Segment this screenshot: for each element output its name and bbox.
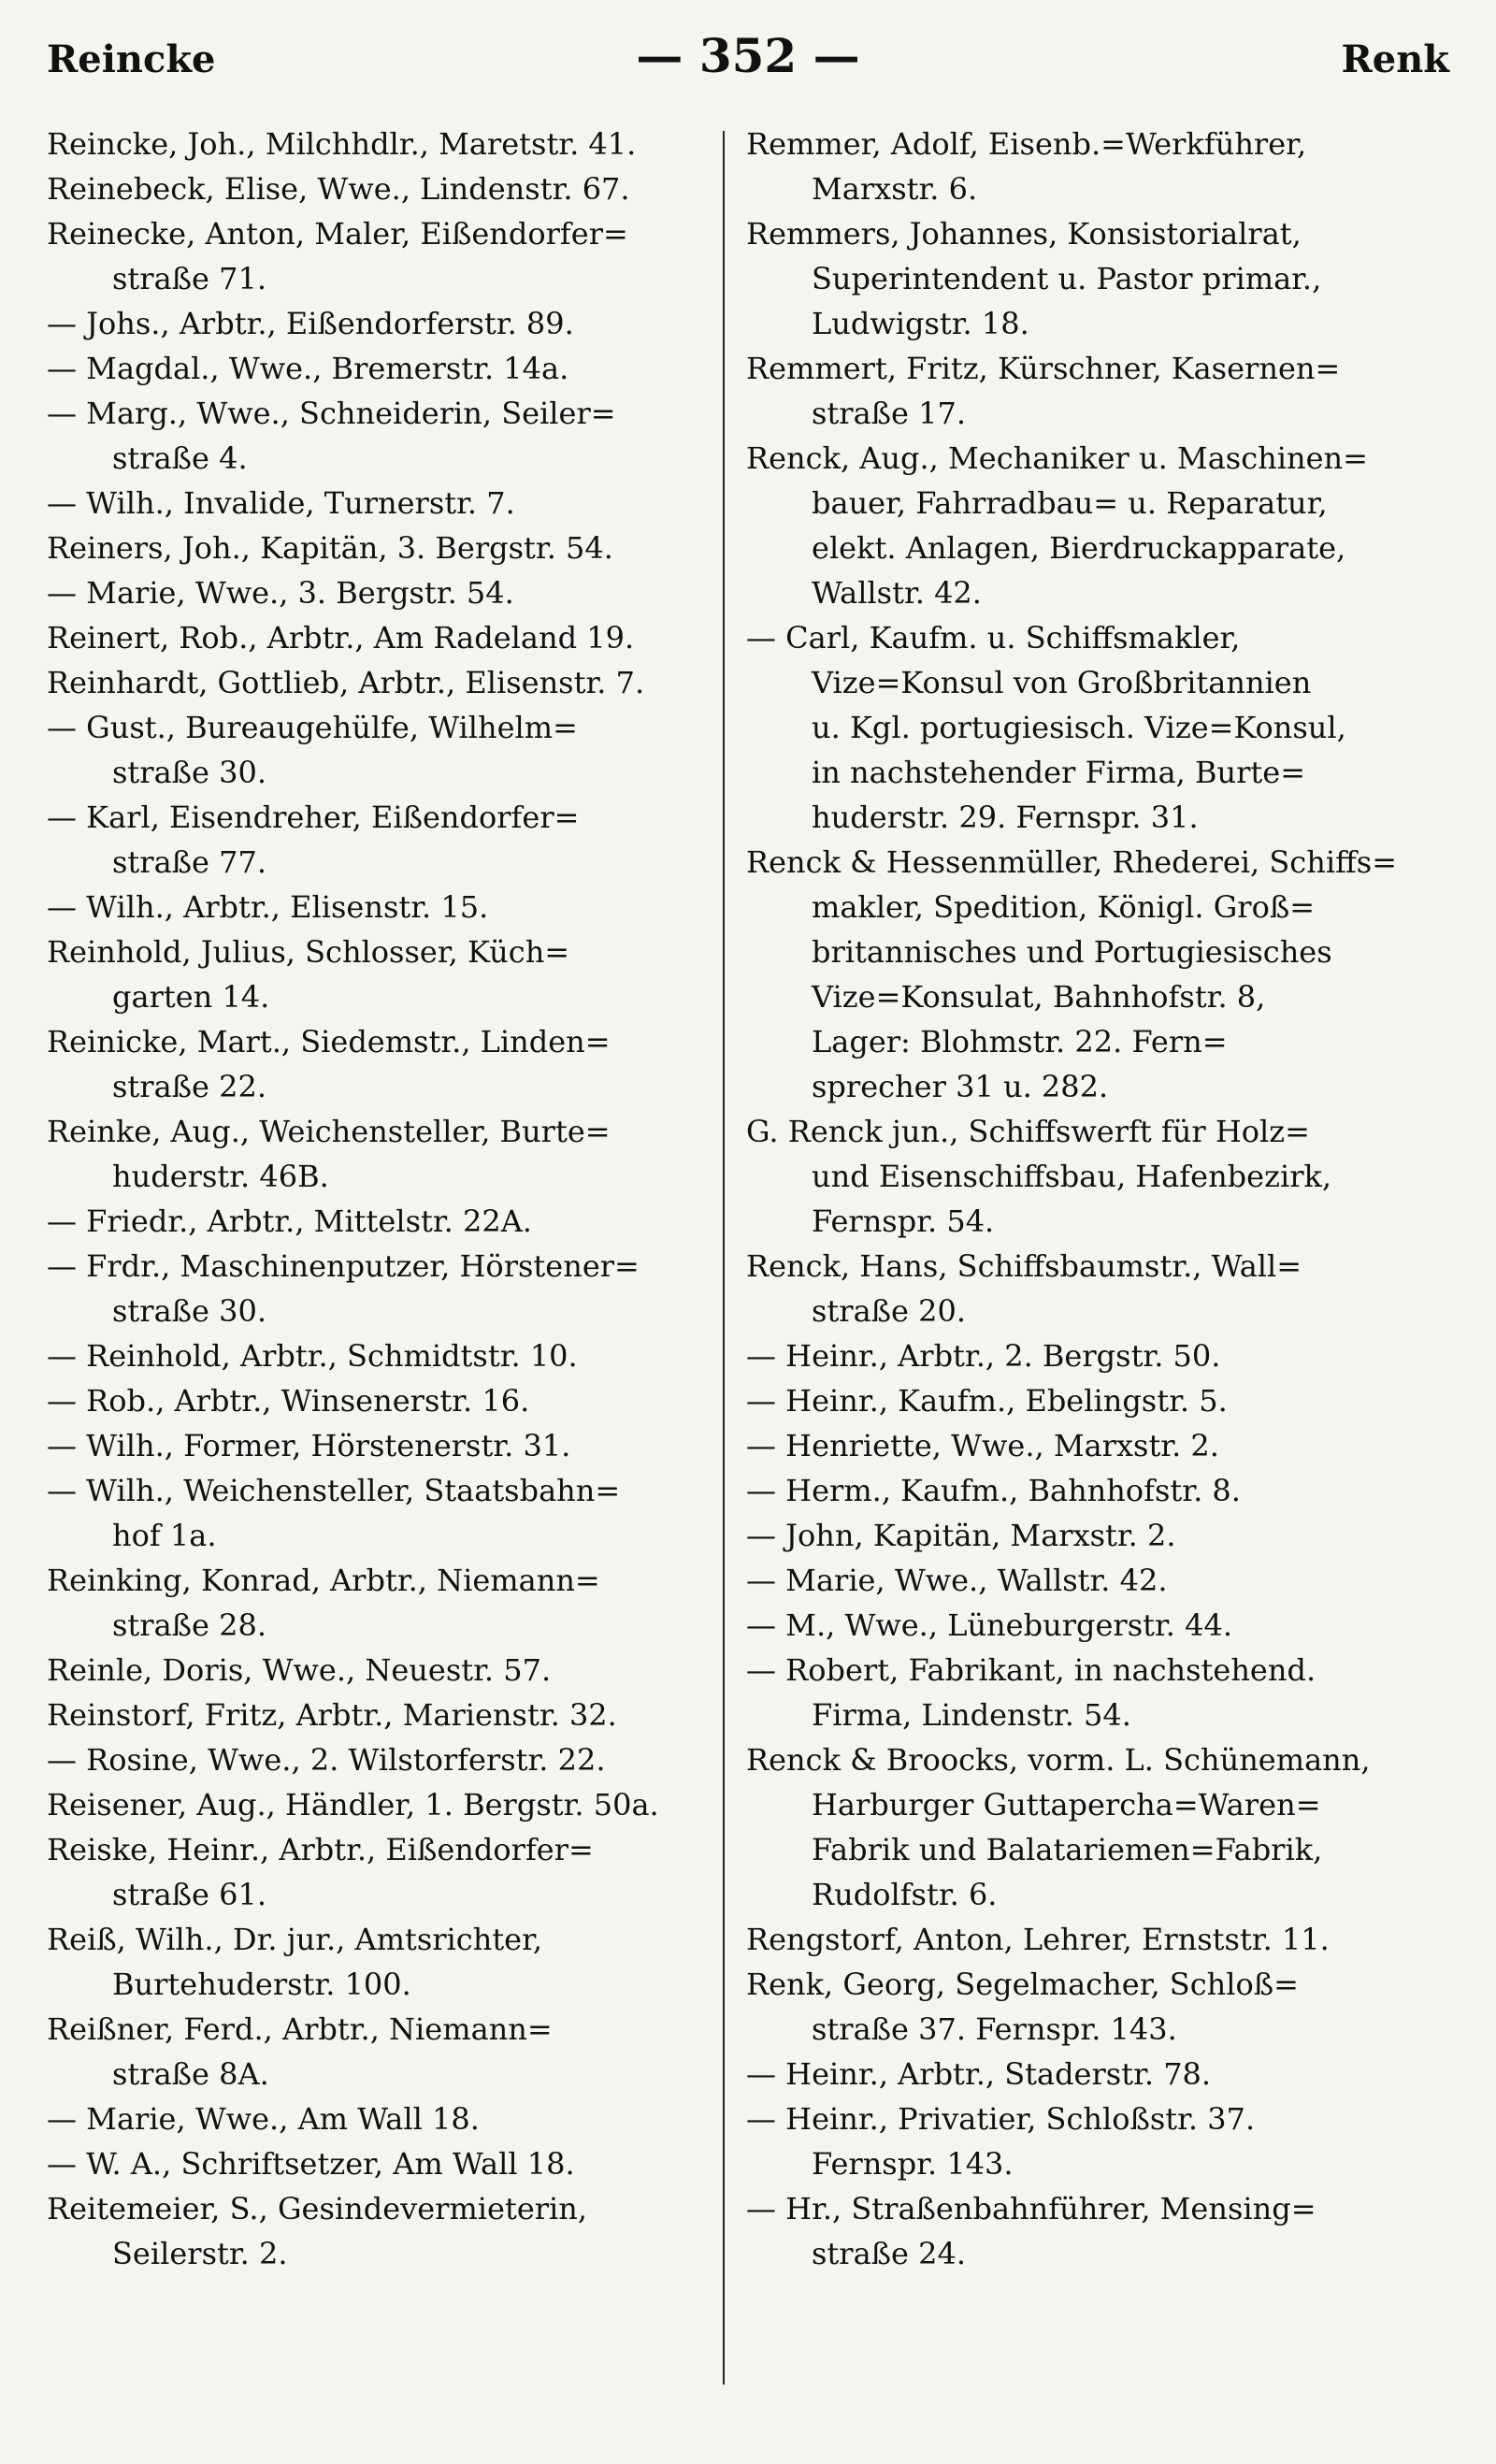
entry-continuation-line: sprecher 31 u. 282. <box>812 1069 1109 1104</box>
directory-entry <box>47 2141 711 2186</box>
entry-continuation-line: Wallstr. 42. <box>812 575 982 611</box>
entry-continuation-line: straße 37. Fernspr. 143. <box>812 2011 1177 2047</box>
entry-continuation-line: huderstr. 29. Fernspr. 31. <box>812 800 1199 835</box>
entry-first-line: — Heinr., Kaufm., Ebelingstr. 5. <box>746 1383 1228 1419</box>
entry-continuation-line: Fabrik und Balatariemen=Fabrik, <box>812 1832 1323 1867</box>
entry-continuation-line: in nachstehender Firma, Burte= <box>812 755 1306 790</box>
directory-entry <box>47 1737 711 1782</box>
directory-entry <box>746 1513 1449 1558</box>
entry-continuation-line: bauer, Fahrradbau= u. Reparatur, <box>812 485 1328 521</box>
entry-continuation-line: makler, Spedition, Königl. Groß= <box>812 889 1316 925</box>
directory-entry <box>47 1782 711 1827</box>
entry-continuation-line: Superintendent u. Pastor primar., <box>812 261 1322 296</box>
entry-first-line: Reinicke, Mart., Siedemstr., Linden= <box>47 1024 611 1059</box>
directory-entry <box>746 1648 1449 1737</box>
entry-first-line: — Rob., Arbtr., Winsenerstr. 16. <box>47 1383 530 1419</box>
entry-continuation-line: straße 20. <box>812 1293 967 1329</box>
column-divider <box>723 131 725 2385</box>
entry-continuation-line: Vize=Konsul von Großbritannien <box>812 665 1312 700</box>
entry-first-line: — Wilh., Former, Hörstenerstr. 31. <box>47 1428 571 1463</box>
entry-first-line: Reinle, Doris, Wwe., Neuestr. 57. <box>47 1652 552 1688</box>
entry-first-line: Reinke, Aug., Weichensteller, Burte= <box>47 1114 611 1149</box>
entry-first-line: — Karl, Eisendreher, Eißendorfer= <box>47 800 580 835</box>
directory-entry <box>47 1693 711 1737</box>
entry-continuation-line: elekt. Anlagen, Bierdruckapparate, <box>812 530 1346 566</box>
entry-first-line: Renck, Aug., Mechaniker u. Maschinen= <box>746 440 1368 476</box>
entry-continuation-line: straße 77. <box>112 844 267 880</box>
directory-entry <box>746 840 1449 1109</box>
directory-entry <box>47 1558 711 1648</box>
header-right-keyword: Renk <box>1341 37 1449 81</box>
entry-first-line: — Heinr., Arbtr., Staderstr. 78. <box>746 2056 1212 2092</box>
directory-entry <box>746 2052 1449 2097</box>
entry-continuation-line: straße 24. <box>812 2236 967 2271</box>
entry-first-line: Renck & Hessenmüller, Rhederei, Schiffs= <box>746 844 1398 880</box>
entry-continuation-line: straße 61. <box>112 1877 267 1912</box>
entry-first-line: — Herm., Kaufm., Bahnhofstr. 8. <box>746 1473 1241 1508</box>
entry-continuation-line: huderstr. 46B. <box>112 1159 329 1194</box>
directory-entry <box>47 1378 711 1423</box>
entry-continuation-line: straße 4. <box>112 440 248 476</box>
directory-entry <box>47 526 711 570</box>
entry-first-line: Reiners, Joh., Kapitän, 3. Bergstr. 54. <box>47 530 613 566</box>
directory-entry <box>47 166 711 211</box>
directory-entry <box>47 1648 711 1693</box>
entry-first-line: — Wilh., Weichensteller, Staatsbahn= <box>47 1473 621 1508</box>
entry-first-line: Reinhold, Julius, Schlosser, Küch= <box>47 934 570 970</box>
entry-first-line: Reinhardt, Gottlieb, Arbtr., Elisenstr. 7. <box>47 665 645 700</box>
directory-entry <box>47 1109 711 1199</box>
entry-first-line: — Heinr., Arbtr., 2. Bergstr. 50. <box>746 1338 1221 1374</box>
entry-first-line: Renk, Georg, Segelmacher, Schloß= <box>746 1967 1299 2002</box>
directory-entry <box>47 885 711 929</box>
entry-first-line: — Wilh., Arbtr., Elisenstr. 15. <box>47 889 489 925</box>
right-column <box>746 122 1449 2276</box>
entry-first-line: Reisener, Aug., Händler, 1. Bergstr. 50a. <box>47 1787 659 1823</box>
directory-entry <box>47 1019 711 1109</box>
entry-first-line: — Henriette, Wwe., Marxstr. 2. <box>746 1428 1219 1463</box>
entry-first-line: — Carl, Kaufm. u. Schiffsmakler, <box>746 620 1241 656</box>
entry-first-line: Reitemeier, S., Gesindevermieterin, <box>47 2191 588 2226</box>
entry-continuation-line: straße 8A. <box>112 2056 269 2092</box>
directory-entry <box>746 122 1449 211</box>
entry-first-line: — Wilh., Invalide, Turnerstr. 7. <box>47 485 515 521</box>
entry-first-line: Reinking, Konrad, Arbtr., Niemann= <box>47 1563 600 1598</box>
directory-entry <box>746 1603 1449 1648</box>
entry-continuation-line: straße 22. <box>112 1069 267 1104</box>
directory-entry <box>47 346 711 391</box>
entry-first-line: Reinstorf, Fritz, Arbtr., Marienstr. 32. <box>47 1697 617 1733</box>
directory-entry <box>746 436 1449 615</box>
entry-continuation-line: Burtehuderstr. 100. <box>112 1967 411 2002</box>
entry-continuation-line: Vize=Konsulat, Bahnhofstr. 8, <box>812 979 1266 1015</box>
directory-entry <box>746 1917 1449 1962</box>
directory-entry <box>746 1468 1449 1513</box>
page-number: — 352 — <box>636 28 860 83</box>
directory-entry <box>47 1423 711 1468</box>
entry-continuation-line: Marxstr. 6. <box>812 171 978 207</box>
entry-first-line: — W. A., Schriftsetzer, Am Wall 18. <box>47 2146 575 2182</box>
entry-first-line: Rengstorf, Anton, Lehrer, Ernststr. 11. <box>746 1922 1330 1957</box>
entry-first-line: — Reinhold, Arbtr., Schmidtstr. 10. <box>47 1338 578 1374</box>
entry-first-line: — Friedr., Arbtr., Mittelstr. 22A. <box>47 1203 532 1239</box>
entry-first-line: — Hr., Straßenbahnführer, Mensing= <box>746 2191 1316 2226</box>
directory-entry <box>746 346 1449 436</box>
entry-first-line: — Frdr., Maschinenputzer, Hörstener= <box>47 1248 640 1284</box>
entry-continuation-line: u. Kgl. portugiesisch. Vize=Konsul, <box>812 710 1346 745</box>
entry-first-line: — Marie, Wwe., Am Wall 18. <box>47 2101 480 2137</box>
entry-first-line: — Johs., Arbtr., Eißendorferstr. 89. <box>47 306 574 341</box>
entry-first-line: Reißner, Ferd., Arbtr., Niemann= <box>47 2011 553 2047</box>
entry-first-line: — Marie, Wwe., 3. Bergstr. 54. <box>47 575 514 611</box>
entry-continuation-line: straße 30. <box>112 1293 267 1329</box>
entry-continuation-line: Lager: Blohmstr. 22. Fern= <box>812 1024 1228 1059</box>
entry-first-line: — M., Wwe., Lüneburgerstr. 44. <box>746 1607 1232 1643</box>
entry-first-line: Reinert, Rob., Arbtr., Am Radeland 19. <box>47 620 635 656</box>
entry-continuation-line: Fernspr. 143. <box>812 2146 1014 2182</box>
entry-first-line: Reincke, Joh., Milchhdlr., Maretstr. 41. <box>47 126 637 162</box>
directory-entry <box>47 1199 711 1244</box>
entry-continuation-line: Harburger Guttapercha=Waren= <box>812 1787 1321 1823</box>
directory-entry <box>47 1244 711 1333</box>
entry-continuation-line: britannisches und Portugiesisches <box>812 934 1332 970</box>
directory-entry <box>47 211 711 301</box>
entry-first-line: — Heinr., Privatier, Schloßstr. 37. <box>746 2101 1256 2137</box>
directory-entry <box>47 2186 711 2276</box>
directory-entry <box>47 481 711 526</box>
directory-entry <box>746 1423 1449 1468</box>
header-left-keyword: Reincke <box>47 37 216 81</box>
directory-entry <box>47 660 711 705</box>
entry-first-line: Remmers, Johannes, Konsistorialrat, <box>746 216 1302 252</box>
entry-continuation-line: Fernspr. 54. <box>812 1203 995 1239</box>
directory-entry <box>47 1827 711 1917</box>
entry-continuation-line: straße 71. <box>112 261 267 296</box>
directory-entry <box>47 705 711 795</box>
directory-entry <box>746 1962 1449 2052</box>
entry-continuation-line: straße 28. <box>112 1607 267 1643</box>
directory-entry <box>47 2097 711 2141</box>
entry-continuation-line: garten 14. <box>112 979 270 1015</box>
entry-first-line: Reiske, Heinr., Arbtr., Eißendorfer= <box>47 1832 594 1867</box>
entry-first-line: Remmer, Adolf, Eisenb.=Werkführer, <box>746 126 1307 162</box>
directory-entry <box>47 1917 711 2007</box>
entry-first-line: — Magdal., Wwe., Bremerstr. 14a. <box>47 351 569 386</box>
entry-first-line: — Marg., Wwe., Schneiderin, Seiler= <box>47 396 616 431</box>
directory-entry <box>746 2186 1449 2276</box>
directory-entry <box>746 1558 1449 1603</box>
directory-entry <box>746 1333 1449 1378</box>
entry-continuation-line: Rudolfstr. 6. <box>812 1877 998 1912</box>
left-column <box>47 122 711 2276</box>
directory-entry <box>47 1333 711 1378</box>
entry-first-line: Reiß, Wilh., Dr. jur., Amtsrichter, <box>47 1922 543 1957</box>
entry-first-line: — John, Kapitän, Marxstr. 2. <box>746 1518 1176 1553</box>
directory-entry <box>746 1737 1449 1917</box>
entry-continuation-line: straße 30. <box>112 755 267 790</box>
entry-continuation-line: Firma, Lindenstr. 54. <box>812 1697 1131 1733</box>
entry-first-line: — Rosine, Wwe., 2. Wilstorferstr. 22. <box>47 1742 606 1778</box>
directory-entry <box>47 1468 711 1558</box>
entry-continuation-line: Ludwigstr. 18. <box>812 306 1029 341</box>
directory-entry <box>746 211 1449 346</box>
directory-entry <box>47 795 711 885</box>
directory-entry <box>746 1109 1449 1244</box>
directory-entry <box>47 391 711 481</box>
directory-entry <box>47 122 711 166</box>
entry-continuation-line: Seilerstr. 2. <box>112 2236 288 2271</box>
entry-first-line: Reinecke, Anton, Maler, Eißendorfer= <box>47 216 628 252</box>
entry-first-line: Reinebeck, Elise, Wwe., Lindenstr. 67. <box>47 171 630 207</box>
entry-first-line: Renck, Hans, Schiffsbaumstr., Wall= <box>746 1248 1302 1284</box>
directory-entry <box>47 301 711 346</box>
entry-continuation-line: hof 1a. <box>112 1518 217 1553</box>
directory-entry <box>746 1378 1449 1423</box>
entry-first-line: — Gust., Bureaugehülfe, Wilhelm= <box>47 710 578 745</box>
entry-first-line: — Marie, Wwe., Wallstr. 42. <box>746 1563 1168 1598</box>
directory-entry <box>47 929 711 1019</box>
directory-entry <box>746 1244 1449 1333</box>
directory-entry <box>47 2007 711 2097</box>
directory-entry <box>746 2097 1449 2186</box>
directory-entry <box>47 615 711 660</box>
entry-first-line: Remmert, Fritz, Kürschner, Kasernen= <box>746 351 1341 386</box>
entry-first-line: Renck & Broocks, vorm. L. Schünemann, <box>746 1742 1371 1778</box>
entry-first-line: G. Renck jun., Schiffswerft für Holz= <box>746 1114 1310 1149</box>
entry-continuation-line: und Eisenschiffsbau, Hafenbezirk, <box>812 1159 1332 1194</box>
entry-continuation-line: straße 17. <box>812 396 967 431</box>
directory-entry <box>47 570 711 615</box>
entry-first-line: — Robert, Fabrikant, in nachstehend. <box>746 1652 1316 1688</box>
directory-entry <box>746 615 1449 840</box>
